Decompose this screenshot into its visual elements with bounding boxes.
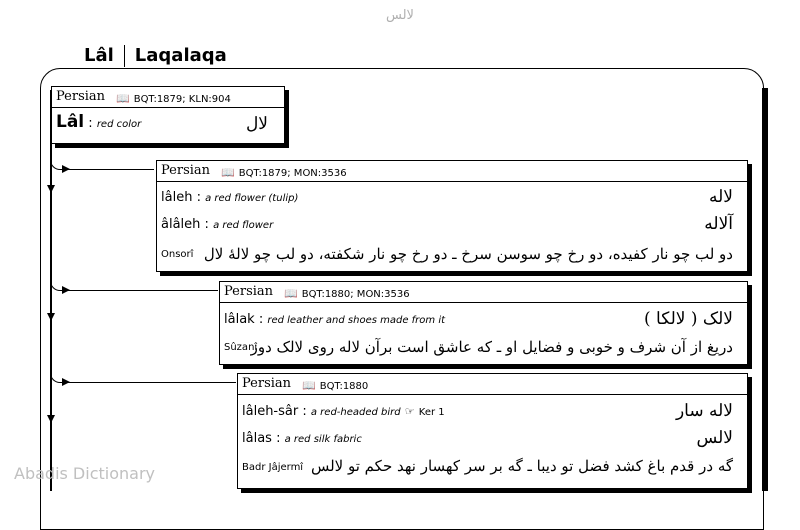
language-label: Persian (242, 376, 292, 391)
connector-arrow (62, 378, 70, 386)
entry-persian: لالس (696, 428, 733, 448)
entry-meaning: a red-headed bird (310, 407, 401, 418)
book-icon: 📖 (284, 287, 298, 300)
page-title: لالس (386, 8, 414, 23)
frame-shadow (762, 88, 768, 491)
entry-persian: آلاله (704, 214, 733, 234)
heading-divider (124, 45, 125, 67)
entry-meaning: a red flower (tulip) (205, 193, 299, 204)
entry-term: Lâl (56, 112, 85, 132)
down-arrow (47, 185, 55, 193)
pointing-hand-icon: ☞ (404, 405, 415, 418)
entry-row (161, 190, 298, 205)
entry-sep: : (88, 116, 93, 131)
entry-card (51, 86, 285, 144)
entry-row (242, 404, 445, 419)
entry-term: lâleh-sâr (242, 404, 299, 419)
down-arrow (47, 415, 55, 423)
quote-text: دو لب چو نار کفیده، دو رخ چو سوسن سرخ ـ دو رخ چو نار شکفته، دو لب چو لالهٔ لال (203, 245, 733, 263)
card-header (52, 87, 284, 108)
heading-right: Laqalaqa (134, 45, 227, 66)
entry-sep: : (302, 404, 307, 419)
reference: 📖 BQT:1879; KLN:904 (116, 92, 231, 105)
entry-sep: : (258, 312, 264, 327)
language-label: Persian (161, 163, 211, 178)
entry-row (224, 312, 445, 327)
entry-persian: لالک ( لالکا ) (643, 309, 733, 329)
entry-row (242, 431, 362, 446)
card-header (238, 374, 747, 395)
entry-term: lâlak (224, 312, 255, 327)
entry-persian: لاله (709, 187, 733, 207)
entry-persian: لاله سار (675, 401, 733, 421)
entry-meaning: a red flower (213, 220, 274, 231)
entry-term: âlâleh (161, 217, 201, 232)
entry-note: Ker 1 (418, 407, 445, 418)
source-author: Sûzanî (224, 342, 258, 353)
connector-arrow (62, 165, 70, 173)
book-icon: 📖 (221, 166, 235, 179)
entry-meaning: red leather and shoes made from it (267, 315, 446, 326)
card-header (157, 161, 747, 182)
reference: 📖 BQT:1880; MON:3536 (284, 287, 410, 300)
quote-text: دریغ از آن شرف و خوبی و فضایل او ـ که عاشق است برآن لاله روی لالک دوز (250, 338, 733, 356)
connector-line (62, 169, 154, 170)
heading-left: Lâl (84, 45, 114, 66)
entry-term: lâleh (161, 190, 193, 205)
entry-persian: لال (245, 114, 268, 134)
tree-trunk (50, 90, 52, 491)
language-label: Persian (224, 284, 274, 299)
source-author: Badr Jâjermî (242, 462, 304, 473)
entry-sep: : (204, 217, 209, 232)
entry-sep: : (196, 190, 201, 205)
entry-meaning: red color (96, 119, 142, 130)
source-author: Onsorî (161, 249, 194, 260)
language-label: Persian (56, 89, 106, 104)
book-icon: 📖 (302, 379, 316, 392)
down-arrow (47, 313, 55, 321)
entry-sep: : (276, 431, 281, 446)
entry-meaning: a red silk fabric (284, 434, 362, 445)
entry-card (219, 281, 748, 365)
connector-line (62, 382, 236, 383)
watermark: Abadis Dictionary (14, 464, 155, 483)
entry-card (237, 373, 748, 489)
entry-row (56, 112, 141, 132)
quote-text: گه در قدم باغ کشد فضل تو دیبا ـ گه بر سر کهسار نهد حکم تو لالس (310, 457, 733, 475)
entry-term: lâlas (242, 431, 272, 446)
connector-arrow (62, 286, 70, 294)
entry-row (161, 217, 273, 232)
reference: 📖 BQT:1880 (302, 379, 369, 392)
entry-heading (84, 45, 227, 67)
book-icon: 📖 (116, 92, 130, 105)
connector-line (62, 290, 218, 291)
card-header (220, 282, 747, 303)
entry-card (156, 160, 748, 272)
reference: 📖 BQT:1879; MON:3536 (221, 166, 347, 179)
